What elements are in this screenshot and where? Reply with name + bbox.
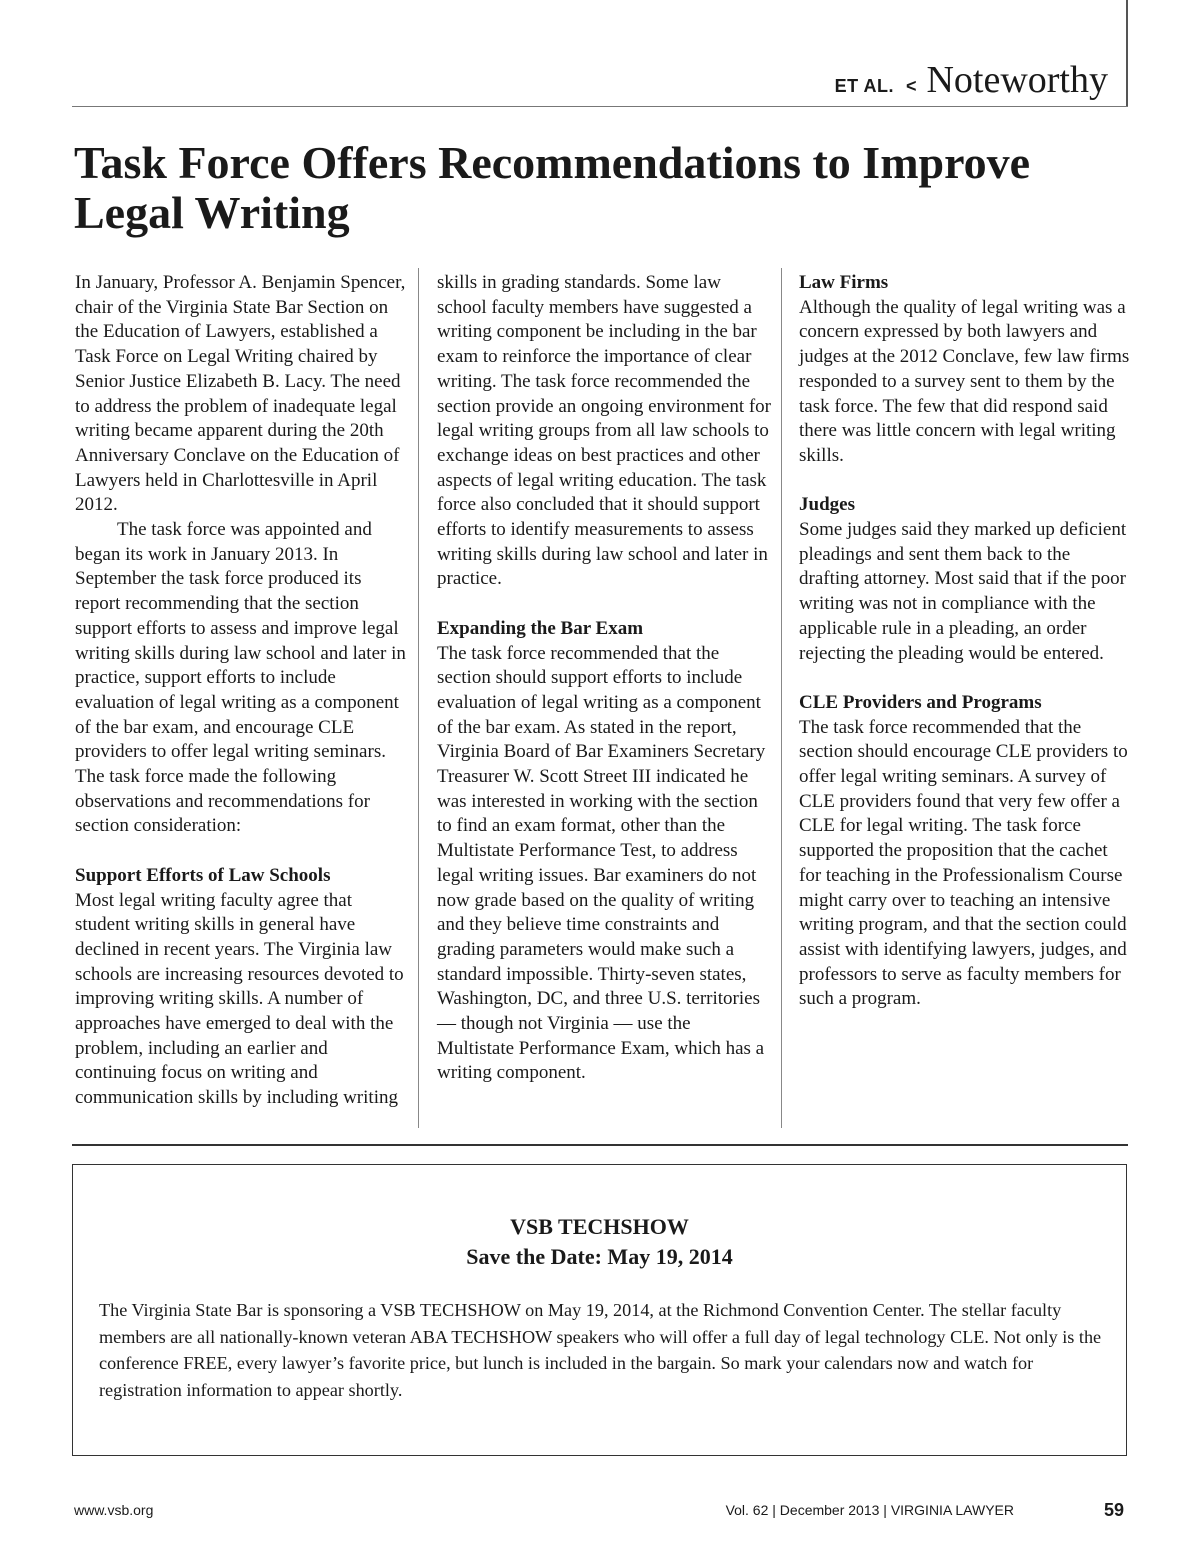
subheading: Expanding the Bar Exam [437, 617, 644, 639]
subheading: Law Firms [799, 272, 889, 293]
announcement-title: VSB TECHSHOW [510, 1214, 689, 1239]
subheading: Support Efforts of Law Schools [75, 864, 331, 886]
paragraph: skills in grading standards. Some law school faculty members have suggested a writing component be including in the bar exam to reinforce the importance of clear writing. The task force recommended the section provide an ongoing environment for legal writing groups from all law schools to exchange ideas on best practices and other aspects of legal writing education. The task force also concluded that it should support efforts to identify measurements to assess writing skills during law school and later in practice. [437, 272, 772, 590]
subheading: Judges [799, 494, 855, 516]
separator-chevron-icon: < [905, 76, 917, 96]
footer-url: www.vsb.org [74, 1502, 154, 1518]
department-tag: ET AL. [834, 76, 894, 96]
header-divider [72, 106, 1128, 107]
page-number: 59 [1103, 1500, 1124, 1520]
announcement-subtitle: Save the Date: May 19, 2014 [466, 1244, 733, 1269]
techshow-announcement-box [72, 1164, 1127, 1456]
subheading: CLE Providers and Programs [799, 691, 1042, 713]
paragraph: The task force recommended that the section should support efforts to include evaluation of legal writing as a component of the bar exam. As stated in the report, Virginia Board of Bar Examiners Secretary Treasurer W. Scott Street III indicated he was interested in working with the section to find an exam format, other than the Multistate Performance Test, to address legal writing issues. Bar examiners do not now grade based on the quality of writing and they believe time constraints and grading parameters would make such a standard impossible. Thirty-seven states, Washington, DC, and three U.S. territories — though not Virginia — use the Multistate Performance Exam, which has a writing component. [437, 642, 766, 1084]
column-divider [781, 268, 782, 1128]
paragraph: Although the quality of legal writing was a concern expressed by both lawyers and judges at the 2012 Conclave, few law firms responded to a survey sent to them by the task force. The few that did respond said there was little concern with legal writing skills. [799, 296, 1130, 466]
article-column-1 [75, 271, 410, 1111]
section-name: Noteworthy [926, 59, 1108, 101]
article-title: Task Force Offers Recommendations to Improve Legal Writing [74, 137, 1031, 238]
column-divider [418, 268, 419, 1128]
footer-issue-info: Vol. 62 | December 2013 | VIRGINIA LAWYER [725, 1502, 1014, 1518]
running-head [835, 58, 1108, 102]
article-column-2 [437, 271, 772, 1086]
paragraph: Some judges said they marked up deficient pleadings and sent them back to the drafting attorney. Most said that if the poor writing was not in compliance with the applicable rule in a pleading, an order rejecting the pleading would be entered. [799, 519, 1127, 664]
article-bottom-rule [72, 1144, 1128, 1146]
article-column-3 [799, 271, 1134, 1012]
paragraph: In January, Professor A. Benjamin Spencer, chair of the Virginia State Bar Section on the Education of Lawyers, established a Task Force on Legal Writing chaired by Senior Justice Elizabeth B. Lacy. The need to address the problem of inadequate legal writing became apparent during the 20th Anniversary Conclave on the Education of Lawyers held in Charlottesville in April 2012. [75, 272, 406, 516]
page-edge-line [1126, 0, 1128, 106]
announcement-body: The Virginia State Bar is sponsoring a VSB TECHSHOW on May 19, 2014, at the Richmond Convention Center. The stellar faculty members are all nationally-known veteran ABA TECHSHOW speakers who will offer a full day of legal technology CLE. Not only is the conference FREE, every lawyer’s favorite price, but lunch is included in the bargain. So mark your calendars now and watch for registration information to appear shortly. [99, 1300, 1102, 1400]
paragraph: The task force was appointed and began its work in January 2013. In September the task force produced its report recommending that the section support efforts to assess and improve legal writing skills during law school and later in practice, support efforts to include evaluation of legal writing as a component of the bar exam, and encourage CLE providers to offer legal writing seminars. The task force made the following observations and recommendations for section consideration: [75, 519, 406, 837]
paragraph: Most legal writing faculty agree that student writing skills in general have declined in recent years. The Virginia law schools are increasing resources devoted to improving writing skills. A number of approaches have emerged to deal with the problem, including an earlier and continuing focus on writing and communication skills by including writing [75, 889, 404, 1109]
paragraph: The task force recommended that the section should encourage CLE providers to offer legal writing seminars. A survey of CLE providers found that very few offer a CLE for legal writing. The task force supported the proposition that the cachet for teaching in the Professionalism Course might carry over to teaching an intensive writing program, and that the section could assist with identifying lawyers, judges, and professors to serve as faculty members for such a program. [799, 716, 1128, 1010]
